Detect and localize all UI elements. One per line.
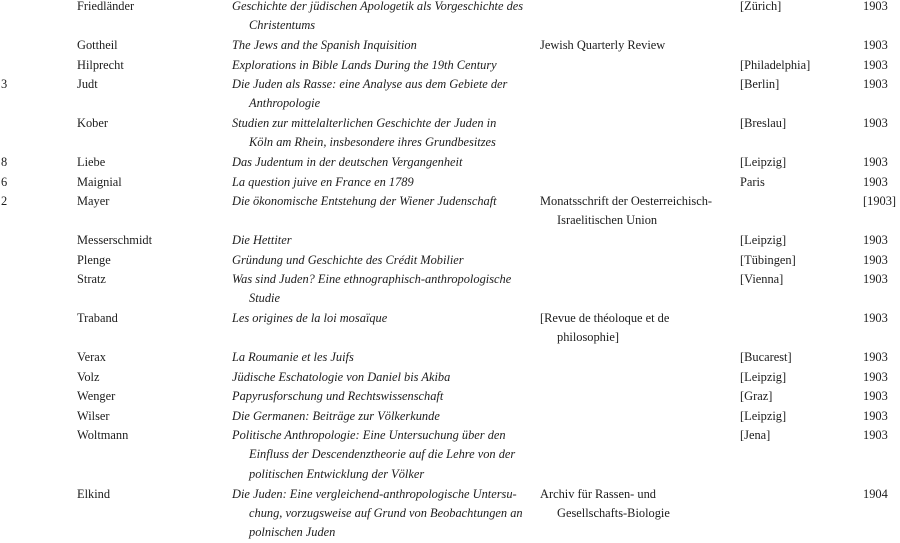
place-of-publication: [Jena]: [740, 428, 771, 442]
place-of-publication: [Berlin]: [740, 77, 780, 91]
place-of-publication: [Tübingen]: [740, 252, 796, 267]
journal: [Revue de théoloque et de philosophie]: [540, 311, 670, 345]
publication-year: 1903: [863, 38, 888, 52]
table-row: [0, 387, 900, 406]
publication-year: 1903: [863, 408, 888, 423]
publication-year: [1903]: [863, 194, 897, 208]
table-row: [0, 0, 900, 33]
publication-year: 1903: [863, 155, 888, 169]
place-of-publication: [Breslau]: [740, 116, 787, 130]
publication-year: 1903: [863, 311, 888, 325]
work-title: Das Judentum in der deutschen Vergangenheit: [232, 155, 463, 169]
work-title: Explorations in Bible Lands During the 19th Century: [232, 57, 497, 72]
work-title: The Jews and the Spanish Inquisition: [232, 38, 417, 52]
work-title: Politische Anthropologie: Eine Untersuchung über den Einfluss der Descendenztheorie auf die Lehre von der politischen Entwicklung der Völker: [232, 428, 516, 481]
place-of-publication: [Philadelphia]: [740, 57, 811, 72]
publication-year: 1903: [863, 389, 888, 403]
work-title: La question juive en France en 1789: [232, 174, 414, 189]
author: Friedländer: [77, 0, 135, 13]
place-of-publication: [Vienna]: [740, 272, 784, 286]
work-title: Geschichte der jüdischen Apologetik als Vorgeschichte des Christentums: [232, 0, 524, 33]
work-title: La Roumanie et les Juifs: [232, 350, 354, 364]
author: Mayer: [77, 194, 110, 208]
place-of-publication: [Graz]: [740, 389, 773, 403]
work-title: Die Germanen: Beiträge zur Völkerkunde: [232, 408, 440, 423]
table-row: [0, 153, 900, 172]
table-row: [0, 309, 900, 345]
work-title: Die Juden: Eine vergleichend-anthropologische Untersu- chung, vorzugsweise auf Grund von Beobachtungen an polnischen Juden: [232, 486, 523, 540]
work-title: Papyrusforschung und Rechtswissenschaft: [232, 389, 444, 403]
work-title: Gründung und Geschichte des Crédit Mobilier: [232, 252, 464, 267]
publication-year: 1903: [863, 272, 888, 286]
author: Messerschmidt: [77, 233, 153, 247]
work-title: Jüdische Eschatologie von Daniel bis Akiba: [232, 369, 451, 384]
table-row: [0, 426, 900, 481]
place-of-publication: [Bucarest]: [740, 350, 792, 364]
row-number: 8: [1, 155, 8, 169]
table-row: [0, 56, 900, 75]
place-of-publication: [Leipzig]: [740, 408, 787, 423]
author: Maignial: [77, 174, 122, 189]
author: Traband: [77, 311, 118, 325]
author: Plenge: [77, 252, 111, 267]
place-of-publication: [Leipzig]: [740, 233, 787, 247]
publication-year: 1903: [863, 369, 888, 384]
table-row: [0, 173, 900, 192]
author: Hilprecht: [77, 57, 124, 72]
publication-year: 1903: [863, 233, 888, 247]
publication-year: 1903: [863, 252, 888, 267]
row-number: 6: [1, 174, 8, 189]
table-row: [0, 251, 900, 270]
table-row: [0, 36, 900, 55]
table-row: [0, 231, 900, 250]
author: Wenger: [77, 389, 116, 403]
author: Stratz: [77, 272, 106, 286]
author: Kober: [77, 116, 108, 130]
table-row: [0, 114, 900, 150]
journal: Archiv für Rassen- und Gesellschafts-Biologie: [540, 486, 670, 520]
place-of-publication: [Leipzig]: [740, 369, 787, 384]
row-number: 2: [1, 194, 8, 208]
table-row: [0, 75, 900, 111]
work-title: Was sind Juden? Eine ethnographisch-anthropologische Studie: [232, 272, 512, 306]
author: Volz: [77, 369, 100, 384]
table-row: [0, 368, 900, 387]
work-title: Die Juden als Rasse: eine Analyse aus dem Gebiete der Anthropologie: [232, 77, 508, 111]
author: Gottheil: [77, 38, 118, 52]
place-of-publication: [Zürich]: [740, 0, 782, 13]
table-row: [0, 192, 900, 228]
publication-year: 1904: [863, 486, 888, 501]
publication-year: 1903: [863, 57, 888, 72]
place-of-publication: Paris: [740, 174, 765, 189]
row-number: 3: [1, 77, 8, 91]
place-of-publication: [Leipzig]: [740, 155, 787, 169]
table-row: [0, 407, 900, 426]
author: Woltmann: [77, 428, 129, 442]
author: Verax: [77, 350, 106, 364]
table-row: [0, 348, 900, 367]
publication-year: 1903: [863, 0, 888, 13]
work-title: Die Hettiter: [232, 233, 292, 247]
journal: Jewish Quarterly Review: [540, 38, 666, 52]
publication-year: 1903: [863, 174, 888, 189]
publication-year: 1903: [863, 77, 888, 91]
author: Wilser: [77, 408, 110, 423]
publication-year: 1903: [863, 428, 888, 442]
table-row: [0, 270, 900, 306]
author: Elkind: [77, 486, 111, 501]
journal: Monatsschrift der Oesterreichisch- Israelitischen Union: [540, 194, 713, 228]
author: Judt: [77, 77, 98, 91]
publication-year: 1903: [863, 350, 888, 364]
work-title: Studien zur mittelalterlichen Geschichte der Juden in Köln am Rhein, insbesondere ihres Grundbesitzes: [232, 116, 497, 150]
work-title: Les origines de la loi mosaïque: [232, 311, 388, 325]
author: Liebe: [77, 155, 106, 169]
work-title: Die ökonomische Entstehung der Wiener Judenschaft: [232, 194, 497, 208]
table-row: [0, 485, 900, 540]
publication-year: 1903: [863, 116, 888, 130]
